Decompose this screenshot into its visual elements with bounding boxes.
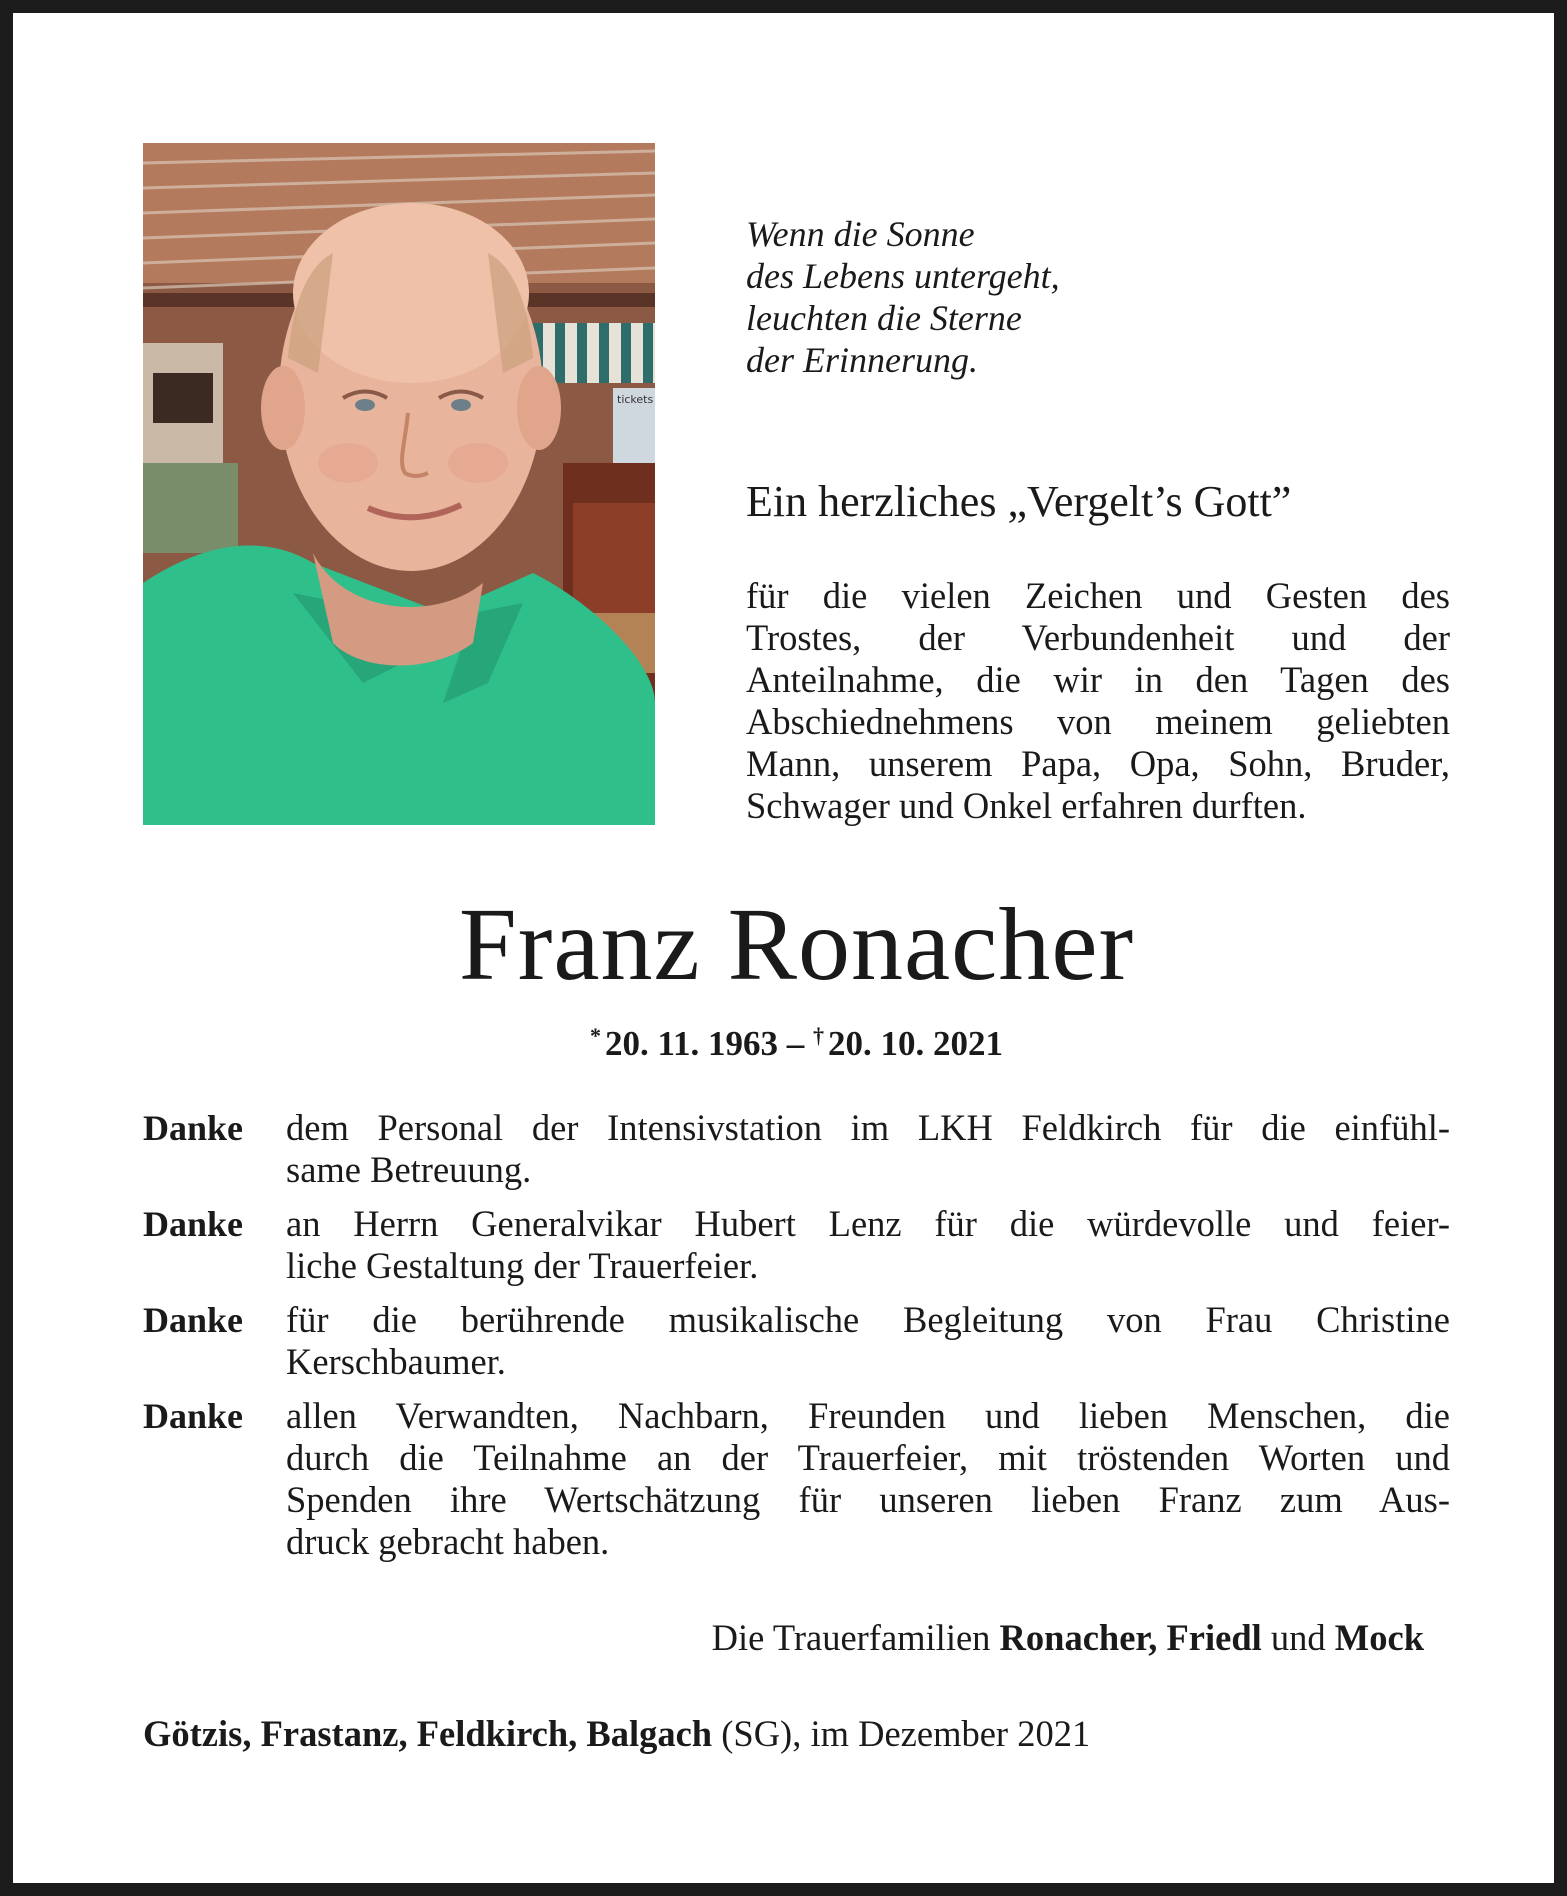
signature-family-names: Ronacher, Friedl	[999, 1617, 1262, 1658]
signature-joiner: und	[1270, 1617, 1326, 1658]
intro-line: Mann, unserem Papa, Opa, Sohn, Bruder,	[746, 743, 1450, 784]
signature-prefix: Die Trauerfamilien	[711, 1617, 991, 1658]
intro-line: Anteilnahme, die wir in den Tagen des	[746, 659, 1450, 700]
death-date: 20. 10. 2021	[828, 1024, 1004, 1063]
danke-line: allen Verwandten, Nachbarn, Freunden und lieben Menschen, die	[286, 1395, 1450, 1436]
danke-item	[143, 1107, 1450, 1191]
danke-line: liche Gestaltung der Trauerfeier.	[286, 1245, 759, 1286]
danke-text	[286, 1299, 1450, 1383]
quote-line: des Lebens untergeht,	[746, 256, 1060, 296]
date-separator: –	[786, 1024, 805, 1063]
danke-line: durch die Teilnahme an der Trauerfeier, mit tröstenden Worten und	[286, 1437, 1450, 1478]
thanks-heading: Ein herzliches „Vergelt’s Gott”	[746, 477, 1292, 526]
danke-label: Danke	[143, 1396, 244, 1436]
birth-date: 20. 11. 1963	[604, 1024, 779, 1063]
danke-line: same Betreuung.	[286, 1149, 532, 1190]
danke-item	[143, 1395, 1450, 1563]
place-date-line	[143, 1711, 1090, 1757]
danke-label: Danke	[143, 1108, 244, 1148]
danke-line: dem Personal der Intensivstation im LKH Feldkirch für die einfühl-	[286, 1107, 1450, 1148]
danke-text	[286, 1107, 1450, 1191]
danke-label: Danke	[143, 1300, 244, 1340]
deceased-name: Franz Ronacher	[458, 887, 1135, 1002]
portrait-photo	[143, 143, 655, 825]
place-towns: Götzis, Frastanz, Feldkirch, Balgach	[143, 1713, 713, 1754]
danke-line: druck gebracht haben.	[286, 1521, 610, 1562]
danke-text	[286, 1203, 1450, 1287]
danke-line: für die berührende musikalische Begleitung von Frau Christine	[286, 1299, 1450, 1340]
danke-item	[143, 1203, 1450, 1287]
tickets-sign-text: tickets	[617, 393, 654, 406]
birth-symbol: *	[589, 1023, 601, 1048]
quote-line: Wenn die Sonne	[746, 214, 975, 254]
intro-line: Trostes, der Verbundenheit und der	[746, 617, 1450, 658]
danke-line: Kerschbaumer.	[286, 1341, 506, 1382]
portrait-image	[143, 143, 655, 825]
danke-line: Spenden ihre Wertschätzung für unseren lieben Franz zum Aus-	[286, 1479, 1450, 1520]
intro-line: Abschiednehmens von meinem geliebten	[746, 701, 1450, 742]
quote-line: der Erinnerung.	[746, 340, 978, 380]
intro-paragraph	[746, 575, 1450, 827]
danke-line: an Herrn Generalvikar Hubert Lenz für die würdevolle und feier-	[286, 1203, 1450, 1244]
danke-label: Danke	[143, 1204, 244, 1244]
signature-family-last: Mock	[1334, 1617, 1424, 1658]
quote-block	[746, 213, 1060, 381]
danke-list	[143, 1107, 1450, 1575]
life-dates	[13, 1013, 1567, 1067]
quote-line: leuchten die Sterne	[746, 298, 1022, 338]
danke-text	[286, 1395, 1450, 1563]
family-signature	[712, 1615, 1424, 1661]
place-region-date: (SG), im Dezember 2021	[721, 1713, 1091, 1754]
intro-line: Schwager und Onkel erfahren durften.	[746, 785, 1307, 826]
danke-item	[143, 1299, 1450, 1383]
death-symbol: †	[813, 1023, 825, 1048]
intro-line: für die vielen Zeichen und Gesten des	[746, 575, 1450, 616]
